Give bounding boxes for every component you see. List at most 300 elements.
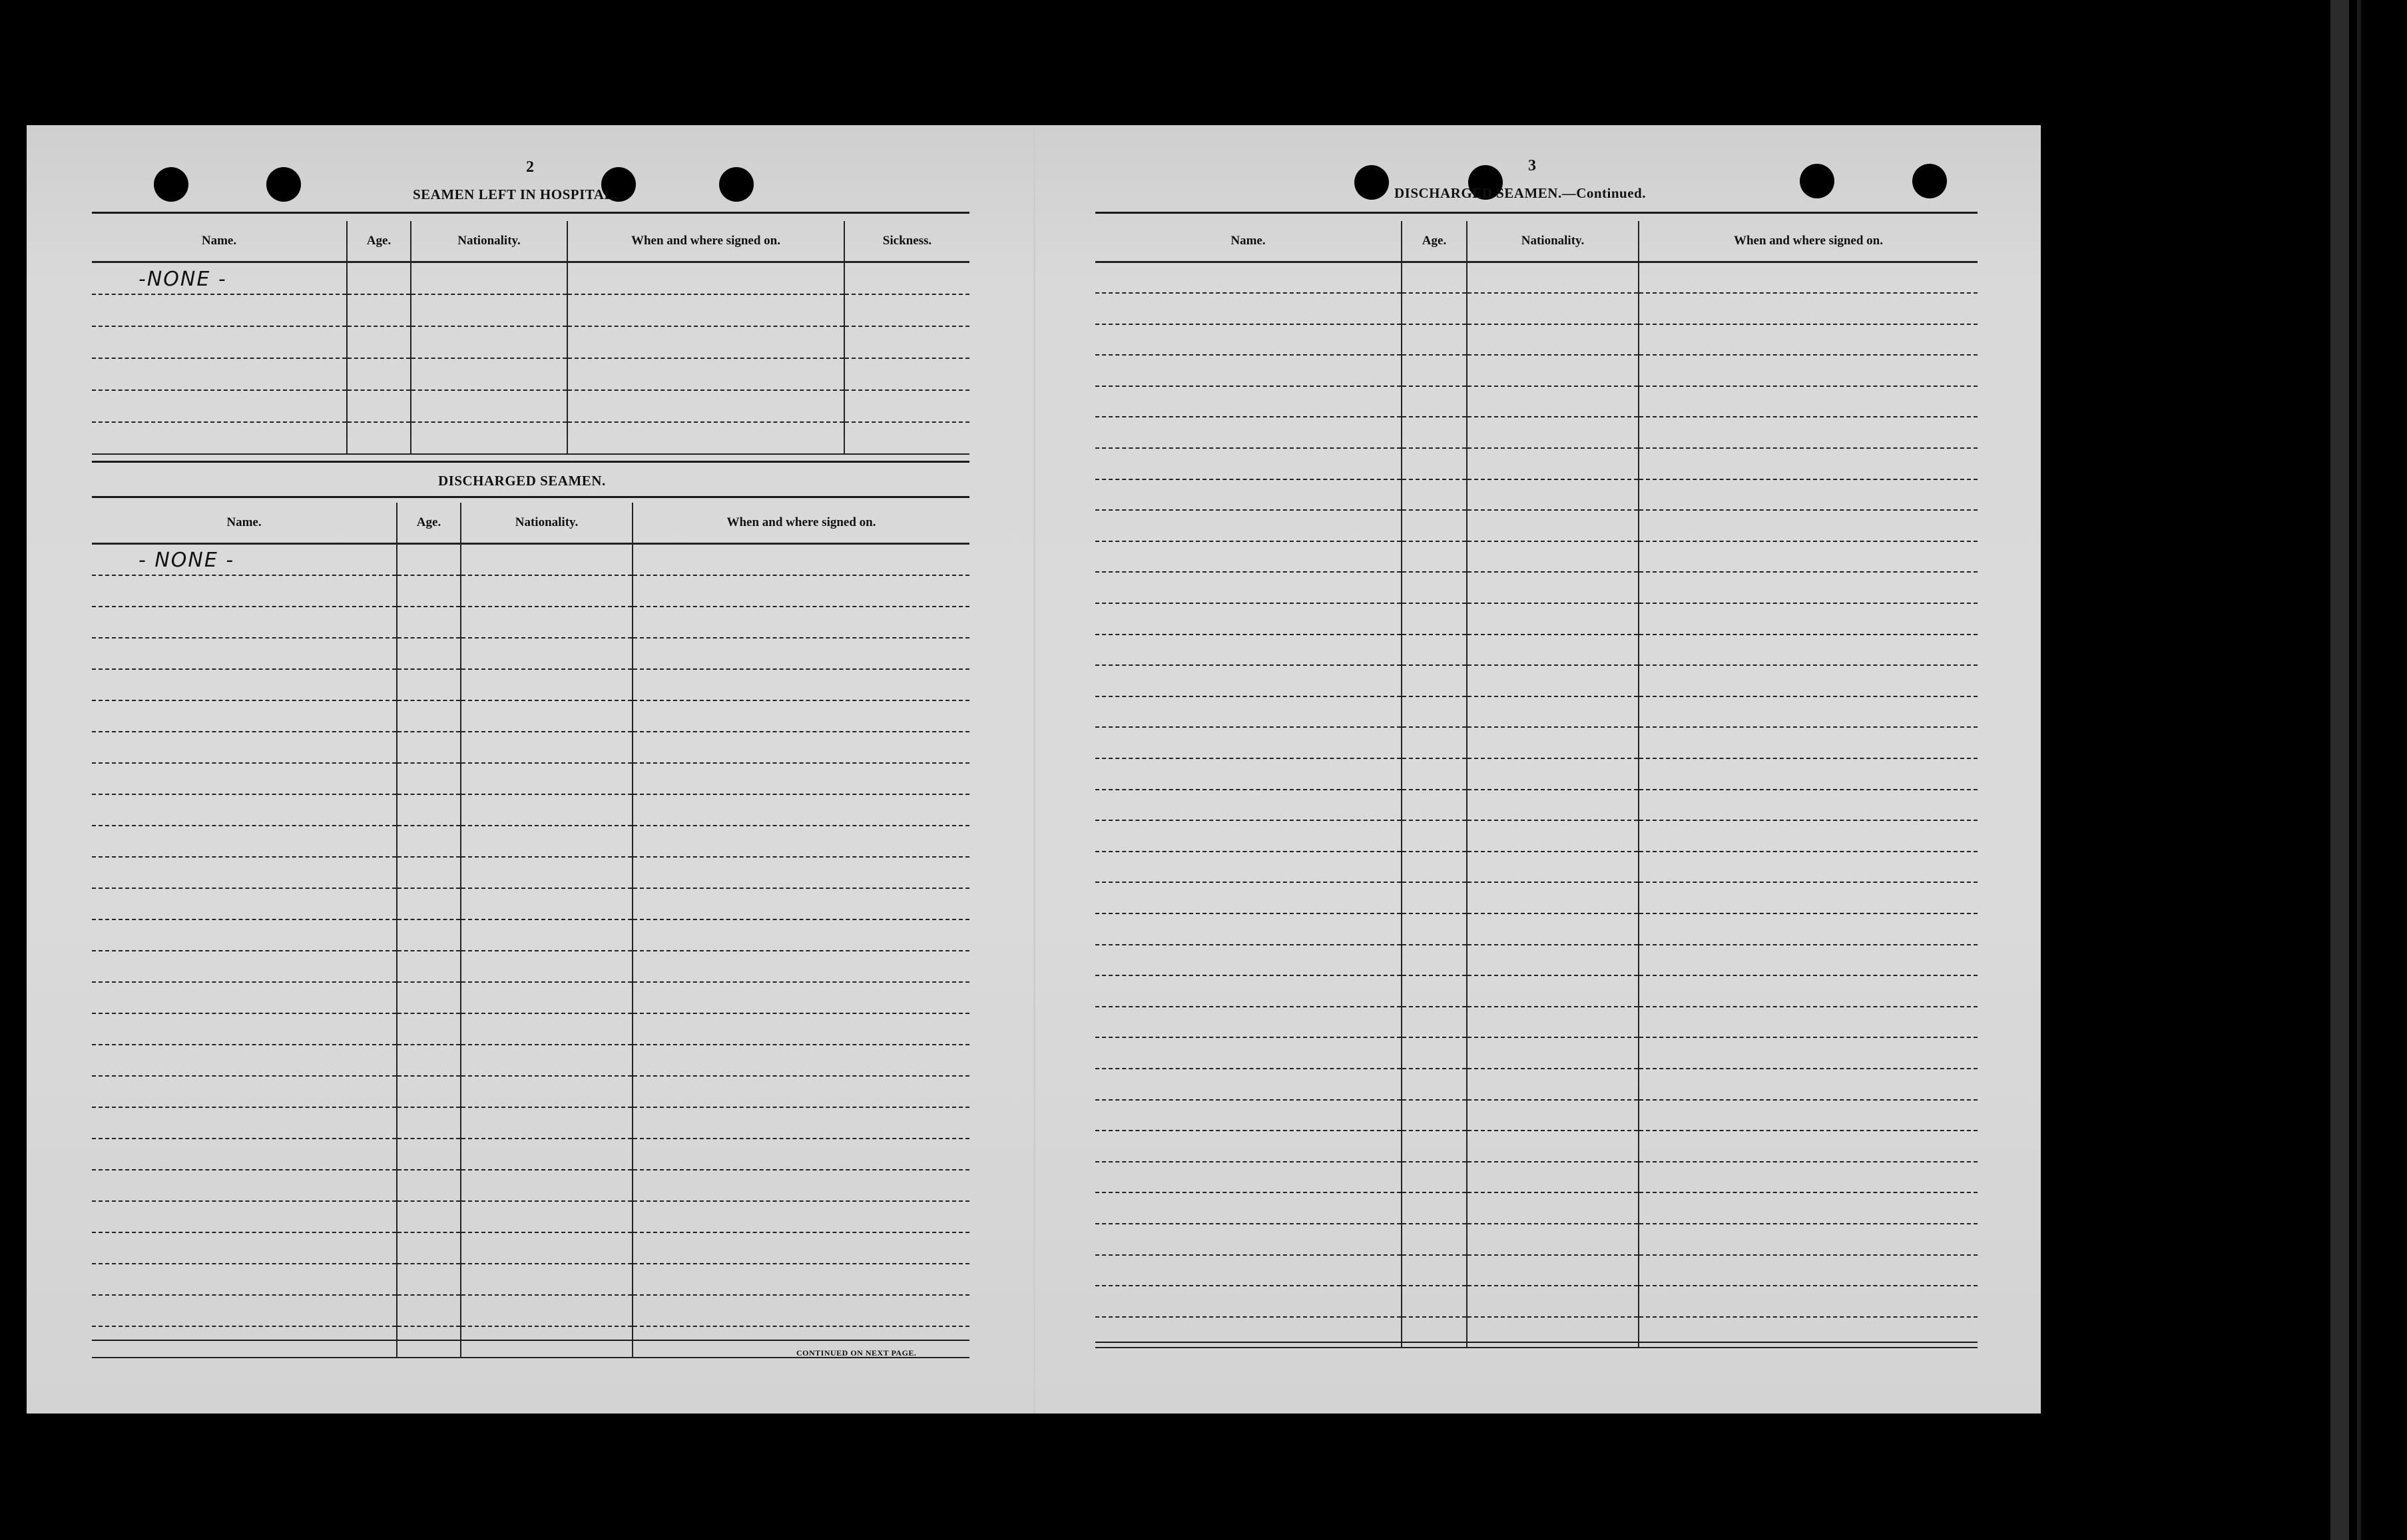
- handwritten-entry: [398, 1192, 444, 1195]
- handwritten-entry: [461, 848, 508, 851]
- table-cell: [1467, 1007, 1639, 1038]
- handwritten-entry: [461, 1130, 508, 1133]
- handwritten-entry: [398, 1286, 444, 1289]
- table-cell: [567, 390, 844, 422]
- table-cell: [633, 1295, 969, 1326]
- right-footer-rule: [1095, 1342, 1978, 1343]
- handwritten-entry: [461, 660, 508, 663]
- table-cell: [1467, 1286, 1639, 1317]
- table-cell: [1402, 510, 1467, 541]
- handwritten-entry: [461, 1067, 508, 1070]
- table-cell: [1467, 1131, 1639, 1162]
- table-cell: [1095, 635, 1402, 666]
- table-cell: [1467, 262, 1639, 294]
- table-row: [1095, 945, 1978, 976]
- handwritten-entry: [633, 1036, 680, 1039]
- table-cell: [633, 1139, 969, 1170]
- punch-hole: [719, 167, 754, 202]
- table-cell: [633, 919, 969, 951]
- table-cell: [397, 669, 461, 700]
- table-cell: [1467, 541, 1639, 573]
- table-cell: [1402, 1192, 1467, 1224]
- table-row: [1095, 820, 1978, 852]
- table-cell: [567, 326, 844, 358]
- table-cell: [1402, 1162, 1467, 1193]
- table-cell: [1639, 1037, 1978, 1069]
- hospital-bottom-rule: [92, 461, 969, 463]
- table-cell: [1095, 1037, 1402, 1069]
- table-cell: [92, 544, 397, 575]
- table-row: [92, 763, 969, 794]
- table-cell: [1467, 696, 1639, 728]
- handwritten-entry: [845, 286, 892, 288]
- table-cell: [461, 763, 633, 794]
- table-row: [1095, 1317, 1978, 1348]
- table-cell: [92, 358, 347, 390]
- table-row: [1095, 293, 1978, 324]
- table-cell: [397, 857, 461, 888]
- table-cell: [567, 358, 844, 390]
- handwritten-entry: [398, 1130, 444, 1133]
- table-cell: [1639, 324, 1978, 356]
- handwritten-entry: [845, 445, 892, 448]
- handwritten-entry: - NONE -: [138, 548, 235, 572]
- table-row: [1095, 758, 1978, 790]
- table-cell: [397, 1295, 461, 1326]
- table-cell: [1402, 975, 1467, 1007]
- handwritten-entry: [92, 1286, 138, 1289]
- handwritten-entry: [398, 598, 444, 601]
- handwritten-entry: [633, 598, 680, 601]
- table-cell: [92, 1201, 397, 1232]
- table-cell: [397, 1139, 461, 1170]
- table-cell: [92, 1076, 397, 1107]
- table-cell: [1467, 417, 1639, 448]
- handwritten-entry: [348, 413, 394, 416]
- left-page-number: 2: [526, 158, 534, 176]
- handwritten-entry: [398, 911, 444, 913]
- table-cell: [1095, 727, 1402, 758]
- handwritten-entry: [411, 382, 458, 384]
- table-cell: [92, 763, 397, 794]
- table-cell: [1402, 541, 1467, 573]
- handwritten-entry: [633, 911, 680, 913]
- table-cell: [1402, 324, 1467, 356]
- table-cell: [844, 326, 969, 358]
- handwritten-entry: [633, 1067, 680, 1070]
- table-row: [92, 794, 969, 826]
- table-cell: [844, 358, 969, 390]
- table-cell: [1402, 572, 1467, 603]
- handwritten-entry: [398, 1224, 444, 1226]
- table-cell: [1095, 262, 1402, 294]
- table-row: [92, 982, 969, 1013]
- table-cell: [633, 763, 969, 794]
- table-row: [92, 1201, 969, 1232]
- handwritten-entry: [633, 817, 680, 820]
- table-cell: [1402, 820, 1467, 852]
- right-column-header: Name.: [1095, 221, 1402, 262]
- table-cell: [92, 951, 397, 982]
- table-cell: [347, 326, 411, 358]
- right-column-header: Age.: [1402, 221, 1467, 262]
- table-cell: [411, 262, 567, 294]
- handwritten-entry: [398, 692, 444, 694]
- handwritten-entry: [633, 973, 680, 976]
- discharged-column-header: Age.: [397, 503, 461, 544]
- discharged-column-header: When and where signed on.: [633, 503, 969, 544]
- handwritten-entry: [92, 1224, 138, 1226]
- table-row: [1095, 790, 1978, 821]
- table-row: [92, 826, 969, 857]
- handwritten-entry: [461, 817, 508, 820]
- table-cell: [411, 326, 567, 358]
- table-row: [1095, 696, 1978, 728]
- discharged-top-rule: [92, 496, 969, 498]
- handwritten-entry: [92, 973, 138, 976]
- table-cell: [1402, 386, 1467, 417]
- table-cell: [461, 1076, 633, 1107]
- table-cell: [1095, 945, 1402, 976]
- table-cell: [1095, 790, 1402, 821]
- table-cell: [397, 1201, 461, 1232]
- table-cell: [92, 888, 397, 919]
- table-cell: [1639, 1100, 1978, 1131]
- table-cell: [92, 919, 397, 951]
- handwritten-entry: [92, 942, 138, 945]
- table-cell: [461, 669, 633, 700]
- table-cell: [92, 1107, 397, 1139]
- table-cell: [1467, 1162, 1639, 1193]
- handwritten-entry: [568, 445, 615, 448]
- punch-hole: [1354, 165, 1389, 200]
- table-cell: [633, 1264, 969, 1295]
- table-cell: [1095, 882, 1402, 913]
- table-cell: [1095, 1224, 1402, 1255]
- hospital-column-header: Age.: [347, 221, 411, 262]
- table-cell: [1639, 603, 1978, 635]
- table-cell: [461, 826, 633, 857]
- table-cell: [1639, 975, 1978, 1007]
- handwritten-entry: [845, 382, 892, 384]
- table-cell: [1402, 1255, 1467, 1286]
- handwritten-entry: [92, 1255, 138, 1258]
- table-cell: [1467, 882, 1639, 913]
- handwritten-entry: [398, 660, 444, 663]
- table-cell: [633, 1170, 969, 1201]
- handwritten-entry: [411, 286, 458, 288]
- table-cell: [461, 888, 633, 919]
- table-row: [92, 1232, 969, 1264]
- table-cell: [411, 422, 567, 454]
- table-cell: [92, 826, 397, 857]
- table-cell: [1467, 324, 1639, 356]
- table-row: [92, 1013, 969, 1045]
- discharged-column-header: Nationality.: [461, 503, 633, 544]
- table-cell: [92, 857, 397, 888]
- discharged-section-title: DISCHARGED SEAMEN.: [438, 473, 606, 489]
- table-cell: [1095, 696, 1402, 728]
- table-cell: [347, 294, 411, 326]
- table-cell: [1639, 852, 1978, 883]
- table-cell: [1402, 355, 1467, 386]
- handwritten-entry: [633, 1130, 680, 1133]
- table-cell: [633, 669, 969, 700]
- table-cell: [1639, 790, 1978, 821]
- table-cell: [633, 982, 969, 1013]
- handwritten-entry: [568, 286, 615, 288]
- table-cell: [1639, 1131, 1978, 1162]
- table-cell: [1467, 820, 1639, 852]
- table-cell: [1402, 727, 1467, 758]
- table-cell: [1402, 758, 1467, 790]
- table-cell: [461, 982, 633, 1013]
- table-row: [1095, 1131, 1978, 1162]
- handwritten-entry: [845, 318, 892, 320]
- handwritten-entry: [461, 880, 508, 882]
- table-cell: [1639, 1255, 1978, 1286]
- table-cell: [1639, 1317, 1978, 1348]
- table-cell: [92, 700, 397, 732]
- handwritten-entry: [461, 1005, 508, 1007]
- table-cell: [1095, 510, 1402, 541]
- handwritten-entry: -NONE -: [138, 267, 227, 291]
- hospital-column-header: When and where signed on.: [567, 221, 844, 262]
- hospital-column-header: Sickness.: [844, 221, 969, 262]
- table-cell: [92, 638, 397, 669]
- table-row: [1095, 1192, 1978, 1224]
- table-cell: [92, 1045, 397, 1076]
- table-cell: [1639, 293, 1978, 324]
- table-cell: [92, 262, 347, 294]
- table-cell: [461, 1264, 633, 1295]
- table-cell: [844, 262, 969, 294]
- handwritten-entry: [461, 911, 508, 913]
- table-row: [1095, 1255, 1978, 1286]
- table-row: [1095, 635, 1978, 666]
- table-cell: [1467, 665, 1639, 696]
- table-cell: [1402, 665, 1467, 696]
- table-row: [1095, 1286, 1978, 1317]
- table-cell: [633, 794, 969, 826]
- table-cell: [1639, 417, 1978, 448]
- handwritten-entry: [92, 1067, 138, 1070]
- table-row: [92, 1045, 969, 1076]
- table-cell: [633, 1013, 969, 1045]
- table-cell: [461, 857, 633, 888]
- table-row: [92, 919, 969, 951]
- table-cell: [633, 1201, 969, 1232]
- handwritten-entry: [461, 942, 508, 945]
- table-cell: [1639, 479, 1978, 511]
- table-cell: [1467, 510, 1639, 541]
- table-row: [92, 294, 969, 326]
- table-cell: [461, 1107, 633, 1139]
- table-row: [1095, 852, 1978, 883]
- handwritten-entry: [348, 350, 394, 352]
- table-cell: [633, 857, 969, 888]
- table-row: [1095, 1162, 1978, 1193]
- table-cell: [92, 326, 347, 358]
- table-cell: [461, 1139, 633, 1170]
- handwritten-entry: [92, 382, 138, 384]
- table-cell: [1467, 1255, 1639, 1286]
- table-cell: [411, 294, 567, 326]
- table-row: [1095, 1224, 1978, 1255]
- handwritten-entry: [92, 911, 138, 913]
- handwritten-entry: [398, 1036, 444, 1039]
- table-cell: [1467, 727, 1639, 758]
- table-cell: [1095, 1317, 1402, 1348]
- handwritten-entry: [633, 1255, 680, 1258]
- table-row: [1095, 386, 1978, 417]
- table-cell: [1639, 448, 1978, 479]
- table-row: [1095, 355, 1978, 386]
- table-cell: [1095, 758, 1402, 790]
- table-cell: [461, 1232, 633, 1264]
- handwritten-entry: [633, 692, 680, 694]
- table-cell: [1095, 852, 1402, 883]
- handwritten-entry: [398, 1067, 444, 1070]
- table-cell: [1402, 1286, 1467, 1317]
- table-cell: [397, 1045, 461, 1076]
- table-row: [92, 951, 969, 982]
- table-cell: [1467, 293, 1639, 324]
- table-cell: [1402, 603, 1467, 635]
- handwritten-entry: [398, 942, 444, 945]
- handwritten-entry: [398, 1318, 444, 1320]
- table-cell: [461, 1013, 633, 1045]
- handwritten-entry: [398, 817, 444, 820]
- table-cell: [411, 358, 567, 390]
- table-cell: [347, 422, 411, 454]
- handwritten-entry: [461, 754, 508, 757]
- handwritten-entry: [92, 598, 138, 601]
- table-cell: [1095, 572, 1402, 603]
- table-cell: [461, 1295, 633, 1326]
- handwritten-entry: [398, 848, 444, 851]
- table-cell: [397, 1107, 461, 1139]
- handwritten-entry: [461, 1224, 508, 1226]
- punch-hole: [266, 167, 301, 202]
- handwritten-entry: [398, 973, 444, 976]
- table-cell: [461, 732, 633, 763]
- table-cell: [1095, 1100, 1402, 1131]
- table-cell: [397, 888, 461, 919]
- table-cell: [92, 732, 397, 763]
- handwritten-entry: [845, 350, 892, 352]
- handwritten-entry: [411, 413, 458, 416]
- table-cell: [1639, 882, 1978, 913]
- table-cell: [1467, 1069, 1639, 1100]
- table-cell: [92, 1013, 397, 1045]
- punch-hole: [1912, 164, 1947, 198]
- table-cell: [844, 294, 969, 326]
- table-row: [1095, 479, 1978, 511]
- table-cell: [1402, 913, 1467, 945]
- binder-spine: [2330, 0, 2349, 1540]
- table-cell: [1467, 448, 1639, 479]
- table-cell: [461, 1045, 633, 1076]
- handwritten-entry: [92, 445, 138, 448]
- handwritten-entry: [633, 1318, 680, 1320]
- table-row: [92, 669, 969, 700]
- handwritten-entry: [398, 754, 444, 757]
- table-row: [92, 1170, 969, 1201]
- table-cell: [1095, 541, 1402, 573]
- table-cell: [1467, 572, 1639, 603]
- table-cell: [1402, 1131, 1467, 1162]
- table-cell: [844, 422, 969, 454]
- handwritten-entry: [633, 1099, 680, 1101]
- page-fold: [1033, 125, 1035, 1413]
- table-cell: [1402, 635, 1467, 666]
- table-cell: [1402, 293, 1467, 324]
- handwritten-entry: [398, 567, 444, 569]
- table-cell: [461, 919, 633, 951]
- table-cell: [1639, 355, 1978, 386]
- table-cell: [1095, 820, 1402, 852]
- handwritten-entry: [92, 1318, 138, 1320]
- table-cell: [1467, 1037, 1639, 1069]
- table-cell: [1402, 479, 1467, 511]
- table-cell: [633, 1232, 969, 1264]
- table-cell: [92, 607, 397, 638]
- table-cell: [1095, 324, 1402, 356]
- table-cell: [1639, 1286, 1978, 1317]
- handwritten-entry: [461, 567, 508, 569]
- table-row: [92, 700, 969, 732]
- table-row: [1095, 882, 1978, 913]
- table-cell: [1639, 1069, 1978, 1100]
- table-row: [1095, 665, 1978, 696]
- handwritten-entry: [398, 1005, 444, 1007]
- table-cell: [1639, 1192, 1978, 1224]
- table-cell: [1639, 635, 1978, 666]
- table-cell: [1402, 448, 1467, 479]
- handwritten-entry: [348, 445, 394, 448]
- handwritten-entry: [568, 318, 615, 320]
- table-cell: [1639, 386, 1978, 417]
- table-cell: [633, 1045, 969, 1076]
- table-cell: [397, 763, 461, 794]
- handwritten-entry: [411, 318, 458, 320]
- table-cell: [1467, 758, 1639, 790]
- table-row: [1095, 324, 1978, 356]
- table-row: [92, 1139, 969, 1170]
- table-cell: [92, 422, 347, 454]
- handwritten-entry: [92, 350, 138, 352]
- table-cell: [397, 1326, 461, 1358]
- table-row: [92, 358, 969, 390]
- table-cell: [1639, 541, 1978, 573]
- handwritten-entry: [348, 318, 394, 320]
- table-cell: [567, 294, 844, 326]
- table-cell: [461, 544, 633, 575]
- table-cell: [1467, 975, 1639, 1007]
- table-cell: [1639, 262, 1978, 294]
- table-row: [92, 732, 969, 763]
- table-cell: [1467, 1192, 1639, 1224]
- handwritten-entry: [398, 1161, 444, 1164]
- table-cell: [1402, 1069, 1467, 1100]
- table-row: [1095, 1100, 1978, 1131]
- handwritten-entry: [92, 723, 138, 726]
- table-row: [1095, 262, 1978, 294]
- table-cell: [1095, 1007, 1402, 1038]
- handwritten-entry: [398, 1099, 444, 1101]
- hospital-top-rule: [92, 212, 969, 214]
